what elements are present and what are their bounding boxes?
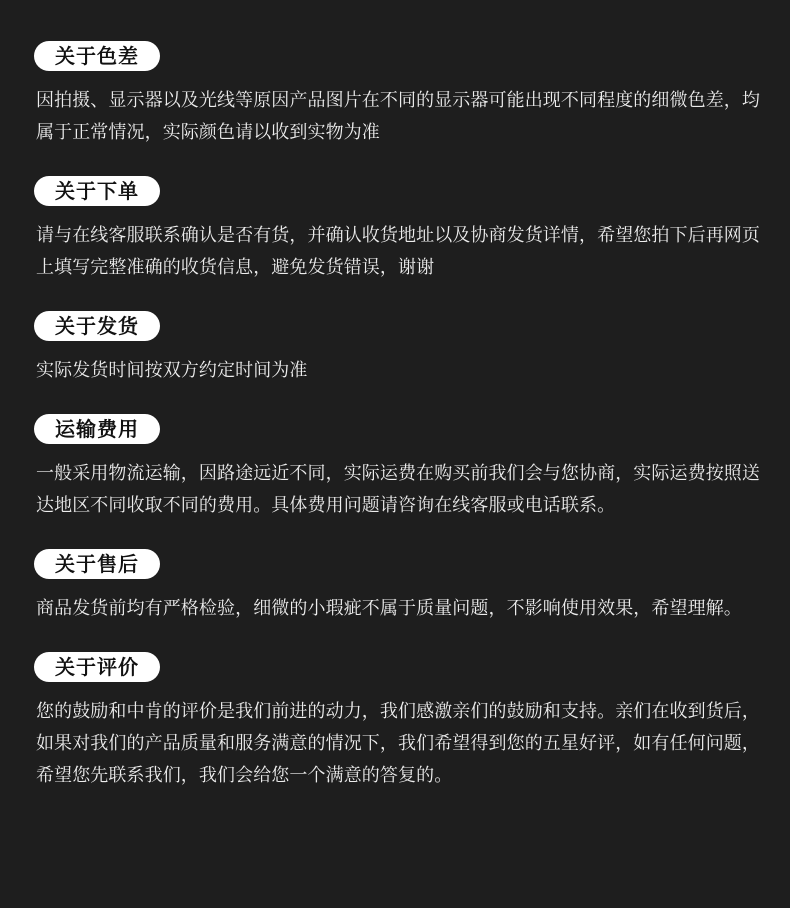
section-after-sales xyxy=(34,549,760,625)
section-title-badge: 运输费用 xyxy=(34,414,160,444)
section-shipping xyxy=(34,311,760,387)
section-title-badge: 关于发货 xyxy=(34,311,160,341)
section-title-badge: 关于色差 xyxy=(34,41,160,71)
section-freight-cost xyxy=(34,414,760,522)
section-ordering xyxy=(34,176,760,284)
section-color-difference xyxy=(34,41,760,149)
section-title-badge: 关于售后 xyxy=(34,549,160,579)
section-body-text: 实际发货时间按双方约定时间为准 xyxy=(36,360,308,381)
section-body-text: 您的鼓励和中肯的评价是我们前进的动力，我们感激亲们的鼓励和支持。亲们在收到货后，如果对我们的产品质量和服务满意的情况下，我们希望得到您的五星好评，如有任何问题，希望您先联系我们，我们会给您一个满意的答复的。 xyxy=(36,701,760,786)
section-reviews xyxy=(34,652,760,792)
section-body-text: 因拍摄、显示器以及光线等原因产品图片在不同的显示器可能出现不同程度的细微色差，均属于正常情况，实际颜色请以收到实物为准 xyxy=(36,90,760,143)
section-body-text: 一般采用物流运输，因路途远近不同，实际运费在购买前我们会与您协商，实际运费按照送达地区不同收取不同的费用。具体费用问题请咨询在线客服或电话联系。 xyxy=(36,463,760,516)
section-title-badge: 关于下单 xyxy=(34,176,160,206)
section-body-text: 商品发货前均有严格检验，细微的小瑕疵不属于质量问题，不影响使用效果，希望理解。 xyxy=(36,598,742,619)
section-body-text: 请与在线客服联系确认是否有货，并确认收货地址以及协商发货详情，希望您拍下后再网页上填写完整准确的收货信息，避免发货错误，谢谢 xyxy=(36,225,760,278)
section-title-badge: 关于评价 xyxy=(34,652,160,682)
